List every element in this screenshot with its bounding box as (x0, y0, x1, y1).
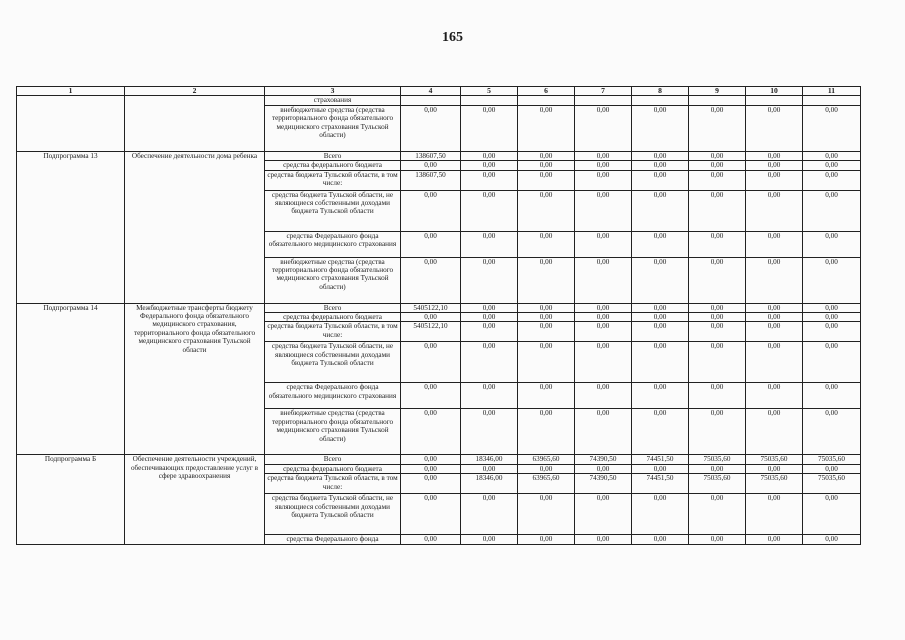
value-cell: 0,00 (689, 322, 746, 342)
page-number: 165 (442, 30, 463, 45)
value-cell: 0,00 (518, 383, 575, 409)
value-cell: 0,00 (632, 303, 689, 312)
column-header: 4 (401, 87, 461, 96)
value-cell: 0,00 (575, 535, 632, 544)
value-cell: 0,00 (803, 409, 861, 455)
value-cell: 0,00 (803, 313, 861, 322)
program-name-cell (17, 96, 125, 151)
value-cell: 0,00 (401, 409, 461, 455)
value-cell: 0,00 (461, 409, 518, 455)
value-cell: 0,00 (518, 322, 575, 342)
value-cell: 63965,60 (518, 474, 575, 494)
funding-source-cell: Всего (265, 455, 401, 464)
value-cell: 0,00 (746, 257, 803, 303)
value-cell: 0,00 (518, 313, 575, 322)
value-cell: 0,00 (401, 105, 461, 151)
value-cell: 0,00 (803, 190, 861, 231)
value-cell: 0,00 (746, 161, 803, 170)
value-cell: 0,00 (461, 342, 518, 383)
funding-source-cell: Всего (265, 151, 401, 160)
value-cell: 0,00 (401, 464, 461, 473)
value-cell: 0,00 (746, 303, 803, 312)
value-cell: 0,00 (632, 322, 689, 342)
value-cell: 0,00 (401, 342, 461, 383)
value-cell: 0,00 (689, 494, 746, 535)
value-cell: 0,00 (575, 257, 632, 303)
value-cell: 0,00 (401, 313, 461, 322)
value-cell: 0,00 (746, 464, 803, 473)
value-cell: 0,00 (461, 161, 518, 170)
value-cell: 63965,60 (518, 455, 575, 464)
value-cell: 0,00 (746, 494, 803, 535)
value-cell: 0,00 (689, 342, 746, 383)
funding-source-cell: средства федерального бюджета (265, 313, 401, 322)
value-cell: 138607,50 (401, 151, 461, 160)
value-cell: 0,00 (461, 190, 518, 231)
value-cell: 0,00 (746, 105, 803, 151)
value-cell: 0,00 (401, 474, 461, 494)
column-header: 10 (746, 87, 803, 96)
value-cell: 0,00 (461, 257, 518, 303)
value-cell: 0,00 (689, 257, 746, 303)
value-cell: 0,00 (401, 535, 461, 544)
budget-table (16, 86, 861, 545)
table-row (17, 151, 861, 160)
program-name-cell: Подпрограмма 13 (17, 151, 125, 303)
value-cell: 0,00 (461, 494, 518, 535)
program-description-cell (125, 96, 265, 151)
value-cell: 0,00 (689, 535, 746, 544)
value-cell: 0,00 (518, 494, 575, 535)
value-cell: 74390,50 (575, 455, 632, 464)
value-cell: 0,00 (746, 383, 803, 409)
value-cell: 75035,60 (803, 455, 861, 464)
value-cell: 0,00 (746, 231, 803, 257)
value-cell: 0,00 (803, 342, 861, 383)
value-cell: 0,00 (632, 190, 689, 231)
value-cell: 0,00 (401, 383, 461, 409)
funding-source-cell: средства бюджета Тульской области, не являющиеся собственными доходами бюджета Тульской области (265, 342, 401, 383)
value-cell: 0,00 (575, 170, 632, 190)
column-header: 2 (125, 87, 265, 96)
value-cell: 0,00 (689, 151, 746, 160)
program-description-cell: Межбюджетные трансферты бюджету Федерального фонда обязательного медицинского страхования, территориального фонда обязательного медицинского страхования Тульской области (125, 303, 265, 455)
funding-source-cell: средства Федерального фонда обязательного медицинского страхования (265, 383, 401, 409)
value-cell: 0,00 (401, 231, 461, 257)
funding-source-cell: средства бюджета Тульской области, в том числе: (265, 322, 401, 342)
value-cell: 0,00 (803, 170, 861, 190)
value-cell: 0,00 (632, 535, 689, 544)
value-cell: 0,00 (518, 190, 575, 231)
funding-source-cell: внебюджетные средства (средства территориального фонда обязательного медицинского страхования Тульской области) (265, 409, 401, 455)
value-cell: 75035,60 (689, 455, 746, 464)
table-row (17, 455, 861, 464)
value-cell: 0,00 (689, 231, 746, 257)
column-header: 7 (575, 87, 632, 96)
funding-source-cell: средства бюджета Тульской области, в том числе: (265, 474, 401, 494)
column-header: 5 (461, 87, 518, 96)
value-cell: 0,00 (518, 464, 575, 473)
value-cell: 0,00 (803, 151, 861, 160)
value-cell: 0,00 (632, 494, 689, 535)
table-body (17, 87, 861, 545)
value-cell: 0,00 (461, 464, 518, 473)
value-cell: 0,00 (632, 105, 689, 151)
value-cell: 0,00 (575, 409, 632, 455)
value-cell: 0,00 (575, 494, 632, 535)
value-cell: 0,00 (689, 409, 746, 455)
value-cell: 138607,50 (401, 170, 461, 190)
value-cell: 0,00 (746, 535, 803, 544)
value-cell: 0,00 (632, 170, 689, 190)
value-cell: 0,00 (518, 105, 575, 151)
value-cell: 0,00 (803, 494, 861, 535)
value-cell: 0,00 (575, 161, 632, 170)
funding-source-cell: внебюджетные средства (средства территориального фонда обязательного медицинского страхования Тульской области) (265, 257, 401, 303)
value-cell: 74390,50 (575, 474, 632, 494)
value-cell: 0,00 (746, 313, 803, 322)
value-cell: 0,00 (575, 105, 632, 151)
value-cell: 5405122,10 (401, 303, 461, 312)
value-cell: 0,00 (632, 257, 689, 303)
value-cell: 0,00 (803, 303, 861, 312)
value-cell: 0,00 (401, 257, 461, 303)
program-name-cell: Подпрограмма Б (17, 455, 125, 544)
value-cell: 0,00 (632, 464, 689, 473)
value-cell: 0,00 (746, 151, 803, 160)
value-cell: 0,00 (632, 383, 689, 409)
value-cell: 0,00 (746, 170, 803, 190)
value-cell: 0,00 (575, 464, 632, 473)
value-cell: 0,00 (461, 383, 518, 409)
value-cell: 0,00 (518, 170, 575, 190)
value-cell: 0,00 (575, 322, 632, 342)
value-cell: 0,00 (461, 105, 518, 151)
funding-source-cell: Всего (265, 303, 401, 312)
value-cell: 0,00 (575, 190, 632, 231)
value-cell (803, 96, 861, 105)
value-cell: 0,00 (461, 151, 518, 160)
funding-source-cell: средства Федерального фонда (265, 535, 401, 544)
value-cell (689, 96, 746, 105)
column-header: 1 (17, 87, 125, 96)
column-header: 6 (518, 87, 575, 96)
value-cell: 0,00 (461, 313, 518, 322)
value-cell: 0,00 (632, 161, 689, 170)
value-cell (746, 96, 803, 105)
value-cell: 0,00 (689, 464, 746, 473)
value-cell (461, 96, 518, 105)
value-cell: 0,00 (803, 231, 861, 257)
value-cell (518, 96, 575, 105)
value-cell: 0,00 (803, 383, 861, 409)
value-cell: 0,00 (401, 190, 461, 231)
value-cell: 0,00 (575, 151, 632, 160)
value-cell: 0,00 (746, 322, 803, 342)
value-cell: 0,00 (518, 151, 575, 160)
value-cell: 0,00 (461, 303, 518, 312)
value-cell: 0,00 (632, 409, 689, 455)
value-cell: 0,00 (575, 231, 632, 257)
value-cell: 0,00 (518, 231, 575, 257)
value-cell (401, 96, 461, 105)
value-cell: 0,00 (689, 161, 746, 170)
value-cell: 0,00 (746, 342, 803, 383)
value-cell: 0,00 (803, 464, 861, 473)
value-cell: 0,00 (803, 535, 861, 544)
funding-source-cell: средства бюджета Тульской области, не являющиеся собственными доходами бюджета Тульской области (265, 494, 401, 535)
value-cell: 18346,00 (461, 474, 518, 494)
value-cell: 0,00 (575, 303, 632, 312)
value-cell: 75035,60 (803, 474, 861, 494)
value-cell: 0,00 (632, 342, 689, 383)
value-cell: 0,00 (518, 409, 575, 455)
program-description-cell: Обеспечение деятельности учреждений, обеспечивающих предоставление услуг в сфере здравоохранения (125, 455, 265, 544)
value-cell: 0,00 (632, 151, 689, 160)
value-cell: 0,00 (575, 342, 632, 383)
funding-source-cell: средства федерального бюджета (265, 161, 401, 170)
value-cell: 0,00 (632, 313, 689, 322)
funding-source-cell: средства федерального бюджета (265, 464, 401, 473)
value-cell: 0,00 (461, 231, 518, 257)
value-cell: 0,00 (689, 383, 746, 409)
value-cell: 0,00 (401, 455, 461, 464)
value-cell: 0,00 (803, 161, 861, 170)
column-header: 3 (265, 87, 401, 96)
value-cell: 0,00 (746, 409, 803, 455)
value-cell: 0,00 (689, 105, 746, 151)
column-number-row (17, 87, 861, 96)
value-cell: 0,00 (575, 313, 632, 322)
value-cell: 0,00 (803, 322, 861, 342)
value-cell: 0,00 (689, 190, 746, 231)
funding-source-cell: средства бюджета Тульской области, в том числе: (265, 170, 401, 190)
column-header: 9 (689, 87, 746, 96)
value-cell: 0,00 (461, 322, 518, 342)
value-cell: 0,00 (689, 170, 746, 190)
value-cell: 0,00 (518, 161, 575, 170)
funding-source-cell: страхования (265, 96, 401, 105)
column-header: 8 (632, 87, 689, 96)
value-cell (632, 96, 689, 105)
funding-source-cell: средства Федерального фонда обязательного медицинского страхования (265, 231, 401, 257)
program-description-cell: Обеспечение деятельности дома ребенка (125, 151, 265, 303)
value-cell: 74451,50 (632, 455, 689, 464)
value-cell: 5405122,10 (401, 322, 461, 342)
value-cell: 0,00 (746, 190, 803, 231)
value-cell: 0,00 (518, 303, 575, 312)
value-cell: 0,00 (401, 494, 461, 535)
value-cell: 0,00 (803, 257, 861, 303)
value-cell: 0,00 (518, 535, 575, 544)
value-cell (575, 96, 632, 105)
column-header: 11 (803, 87, 861, 96)
value-cell: 0,00 (518, 257, 575, 303)
table-row (17, 96, 861, 105)
funding-source-cell: средства бюджета Тульской области, не являющиеся собственными доходами бюджета Тульской области (265, 190, 401, 231)
value-cell: 0,00 (401, 161, 461, 170)
value-cell: 75035,60 (746, 455, 803, 464)
value-cell: 74451,50 (632, 474, 689, 494)
table-row (17, 303, 861, 312)
value-cell: 0,00 (689, 303, 746, 312)
value-cell: 18346,00 (461, 455, 518, 464)
value-cell: 0,00 (461, 170, 518, 190)
value-cell: 0,00 (461, 535, 518, 544)
value-cell: 75035,60 (746, 474, 803, 494)
value-cell: 0,00 (689, 313, 746, 322)
value-cell: 0,00 (575, 383, 632, 409)
value-cell: 0,00 (632, 231, 689, 257)
value-cell: 75035,60 (689, 474, 746, 494)
funding-source-cell: внебюджетные средства (средства территориального фонда обязательного медицинского страхования Тульской области) (265, 105, 401, 151)
value-cell: 0,00 (803, 105, 861, 151)
value-cell: 0,00 (518, 342, 575, 383)
program-name-cell: Подпрограмма 14 (17, 303, 125, 455)
